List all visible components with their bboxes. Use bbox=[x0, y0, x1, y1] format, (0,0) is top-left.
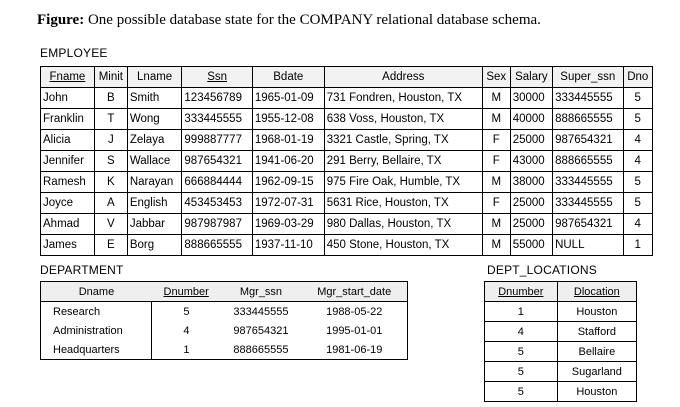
table-cell: 25000 bbox=[510, 193, 552, 214]
table-cell: 1 bbox=[623, 235, 652, 256]
table-cell: 1 bbox=[485, 302, 558, 322]
dept-locations-header-row bbox=[485, 282, 637, 302]
employee-table bbox=[40, 66, 653, 256]
table-cell: James bbox=[41, 235, 95, 256]
table-cell: 1981-06-19 bbox=[301, 340, 407, 360]
col-dnumber: Dnumber bbox=[152, 282, 220, 302]
table-cell: M bbox=[482, 172, 510, 193]
table-cell: NULL bbox=[553, 235, 623, 256]
table-cell: 333445555 bbox=[233, 305, 289, 318]
table-row bbox=[41, 235, 653, 256]
table-cell: 980 Dallas, Houston, TX bbox=[324, 214, 482, 235]
table-cell: Stafford bbox=[557, 322, 636, 342]
table-cell: 999887777 bbox=[182, 130, 252, 151]
table-cell: Ramesh bbox=[41, 172, 95, 193]
table-cell: K bbox=[94, 172, 127, 193]
table-cell: 987654321 bbox=[182, 151, 252, 172]
caption-text: One possible database state for the COMPANY relational database schema. bbox=[87, 12, 541, 28]
table-cell: Jabbar bbox=[127, 214, 182, 235]
table-cell: 888665555 bbox=[220, 340, 301, 360]
table-cell: 4 bbox=[485, 322, 558, 342]
table-cell: Sugarland bbox=[557, 362, 636, 382]
table-cell: 1968-01-19 bbox=[252, 130, 324, 151]
department-title: DEPARTMENT bbox=[40, 263, 124, 277]
employee-title: EMPLOYEE bbox=[40, 46, 108, 60]
table-cell: Ahmad bbox=[41, 214, 95, 235]
table-cell: 333445555 bbox=[182, 109, 252, 130]
table-row bbox=[485, 322, 637, 342]
table-cell: Zelaya bbox=[127, 130, 182, 151]
table-row bbox=[485, 382, 637, 402]
col-lname: Lname bbox=[127, 67, 182, 88]
table-cell: 888665555 bbox=[182, 235, 252, 256]
table-cell: Alicia bbox=[41, 130, 95, 151]
table-cell: 25000 bbox=[510, 130, 552, 151]
table-cell: 1988-05-22 bbox=[301, 302, 407, 322]
table-cell: 666884444 bbox=[182, 172, 252, 193]
figure-caption bbox=[37, 12, 541, 29]
table-cell: 4 bbox=[623, 214, 652, 235]
col-mgr-ssn: Mgr_ssn bbox=[220, 282, 301, 302]
table-row bbox=[41, 214, 653, 235]
table-cell: 888665555 bbox=[553, 151, 623, 172]
table-cell: M bbox=[482, 214, 510, 235]
col-fname: Fname bbox=[41, 67, 95, 88]
table-row bbox=[485, 342, 637, 362]
table-cell: F bbox=[482, 193, 510, 214]
table-cell: 5 bbox=[485, 362, 558, 382]
table-cell: 987987987 bbox=[182, 214, 252, 235]
table-cell: 1965-01-09 bbox=[252, 88, 324, 109]
table-cell: John bbox=[41, 88, 95, 109]
col-dno: Dno bbox=[623, 67, 652, 88]
table-cell: B bbox=[94, 88, 127, 109]
table-row bbox=[41, 109, 653, 130]
col-bdate: Bdate bbox=[252, 67, 324, 88]
table-cell: Franklin bbox=[41, 109, 95, 130]
table-row bbox=[41, 151, 653, 172]
table-cell: 1937-11-10 bbox=[252, 235, 324, 256]
table-cell: 5 bbox=[623, 88, 652, 109]
table-cell: 30000 bbox=[510, 88, 552, 109]
table-cell: Wallace bbox=[127, 151, 182, 172]
col-address: Address bbox=[324, 67, 482, 88]
table-cell: Smith bbox=[127, 88, 182, 109]
table-cell: 333445555 bbox=[553, 193, 623, 214]
table-cell: 1 bbox=[152, 340, 220, 360]
dept-locations-table bbox=[484, 281, 637, 402]
table-cell: English bbox=[127, 193, 182, 214]
table-cell: 4 bbox=[623, 130, 652, 151]
table-row bbox=[41, 321, 408, 340]
table-cell: S bbox=[94, 151, 127, 172]
table-cell: 450 Stone, Houston, TX bbox=[324, 235, 482, 256]
col-loc-dnumber: Dnumber bbox=[485, 282, 558, 302]
table-cell: 1969-03-29 bbox=[252, 214, 324, 235]
table-cell: 43000 bbox=[510, 151, 552, 172]
table-cell: 1972-07-31 bbox=[252, 193, 324, 214]
table-cell: 5 bbox=[623, 193, 652, 214]
table-cell: 5 bbox=[485, 342, 558, 362]
table-cell: F bbox=[482, 130, 510, 151]
table-cell: 888665555 bbox=[553, 109, 623, 130]
col-dlocation: Dlocation bbox=[557, 282, 636, 302]
table-cell: 987654321 bbox=[233, 324, 289, 337]
table-cell: M bbox=[482, 235, 510, 256]
table-cell: 38000 bbox=[510, 172, 552, 193]
table-cell: F bbox=[482, 151, 510, 172]
col-ssn: Ssn bbox=[182, 67, 252, 88]
table-cell: 55000 bbox=[510, 235, 552, 256]
table-cell: Borg bbox=[127, 235, 182, 256]
table-cell: 3321 Castle, Spring, TX bbox=[324, 130, 482, 151]
table-row bbox=[41, 88, 653, 109]
col-minit: Minit bbox=[94, 67, 127, 88]
table-cell: Research bbox=[41, 302, 152, 322]
table-cell: 4 bbox=[183, 324, 190, 337]
table-cell: 1995-01-01 bbox=[301, 321, 407, 340]
table-cell: E bbox=[94, 235, 127, 256]
table-cell: V bbox=[94, 214, 127, 235]
table-cell: Houston bbox=[557, 382, 636, 402]
table-row bbox=[41, 130, 653, 151]
table-cell: 25000 bbox=[510, 214, 552, 235]
table-cell: 987654321 bbox=[553, 130, 623, 151]
table-cell: Houston bbox=[557, 302, 636, 322]
col-mgr-start-date: Mgr_start_date bbox=[301, 282, 407, 302]
table-cell: 5 bbox=[183, 305, 190, 318]
table-row bbox=[41, 340, 408, 360]
table-row bbox=[41, 193, 653, 214]
table-row bbox=[41, 172, 653, 193]
table-cell: 40000 bbox=[510, 109, 552, 130]
table-cell: M bbox=[482, 88, 510, 109]
table-cell: 5 bbox=[485, 382, 558, 402]
table-cell: Narayan bbox=[127, 172, 182, 193]
table-cell: 1941-06-20 bbox=[252, 151, 324, 172]
department-table bbox=[40, 281, 408, 360]
table-row bbox=[485, 302, 637, 322]
table-cell: 731 Fondren, Houston, TX bbox=[324, 88, 482, 109]
table-cell: 5 bbox=[623, 172, 652, 193]
table-cell: 1962-09-15 bbox=[252, 172, 324, 193]
table-row bbox=[485, 362, 637, 382]
table-cell: 5 bbox=[623, 109, 652, 130]
table-cell: Administration bbox=[41, 321, 152, 340]
table-cell: 123456789 bbox=[182, 88, 252, 109]
employee-header-row bbox=[41, 67, 653, 88]
table-row bbox=[41, 302, 408, 322]
table-cell: Joyce bbox=[41, 193, 95, 214]
col-dname: Dname bbox=[41, 282, 152, 302]
col-salary: Salary bbox=[510, 67, 552, 88]
table-cell: 333445555 bbox=[553, 88, 623, 109]
caption-label: Figure: bbox=[37, 12, 85, 28]
dept-locations-title: DEPT_LOCATIONS bbox=[487, 263, 597, 277]
table-cell: 5631 Rice, Houston, TX bbox=[324, 193, 482, 214]
table-cell: T bbox=[94, 109, 127, 130]
table-cell: 4 bbox=[623, 151, 652, 172]
table-cell: Headquarters bbox=[41, 340, 152, 360]
table-cell: J bbox=[94, 130, 127, 151]
table-cell: M bbox=[482, 109, 510, 130]
table-cell: 987654321 bbox=[553, 214, 623, 235]
department-header-row bbox=[41, 282, 408, 302]
table-cell: 638 Voss, Houston, TX bbox=[324, 109, 482, 130]
table-cell: 453453453 bbox=[182, 193, 252, 214]
table-cell: Wong bbox=[127, 109, 182, 130]
table-cell: Jennifer bbox=[41, 151, 95, 172]
col-super-ssn: Super_ssn bbox=[553, 67, 623, 88]
table-cell: A bbox=[94, 193, 127, 214]
table-cell: 1955-12-08 bbox=[252, 109, 324, 130]
table-cell: 333445555 bbox=[553, 172, 623, 193]
col-sex: Sex bbox=[482, 67, 510, 88]
table-cell: Bellaire bbox=[557, 342, 636, 362]
table-cell: 291 Berry, Bellaire, TX bbox=[324, 151, 482, 172]
table-cell: 975 Fire Oak, Humble, TX bbox=[324, 172, 482, 193]
